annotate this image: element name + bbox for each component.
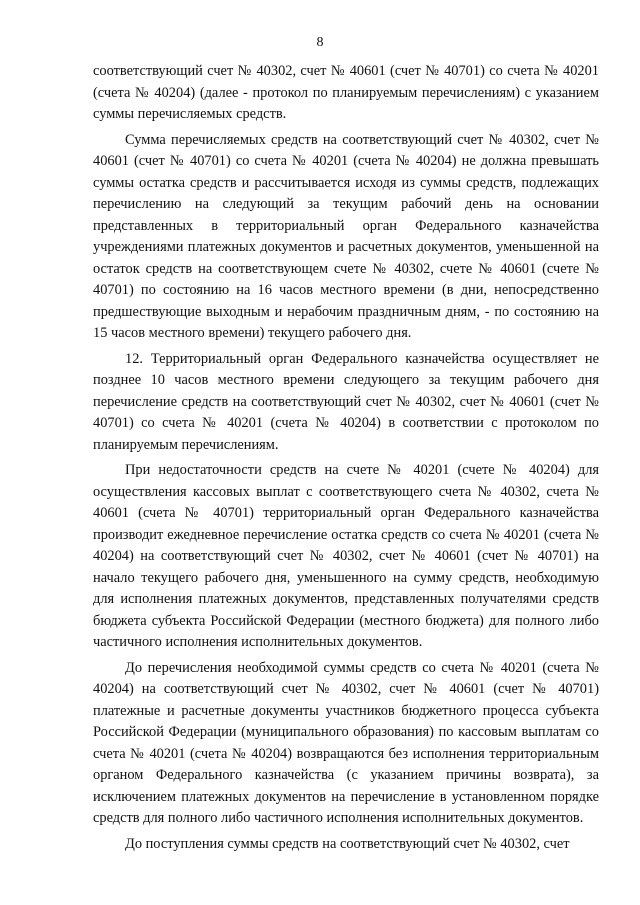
paragraph-clause-12: 12. Территориальный орган Федерального казначейства осуществляет не позднее 10 часов местного времени следующего за текущим рабочего дня перечисление средств на соответствующий счет № 40302, счет № 40601 (счет № 40701) со счета № 40201 (счета № 40204) в соответствии с протоколом по планируемым перечислениям. (93, 350, 599, 453)
paragraph-before-receipt: До поступления суммы средств на соответствующий счет № 40302, счет (125, 835, 570, 852)
paragraph-continuation: соответствующий счет № 40302, счет № 40601 (счет № 40701) со счета № 40201 (счета № 40204) (далее - протокол по планируемым перечислениям) с указанием суммы перечисляемых средств. (93, 63, 599, 122)
paragraph-insufficient-funds: При недостаточности средств на счете № 40201 (счете № 40204) для осуществления кассовых выплат с соответствующего счета № 40302, счета № 40601 (счета № 40701) территориальный орган Федерального казначейства производит ежедневное перечисление остатка средств со счета № 40201 (счета № 40204) на соответствующий счет № 40302, счет № 40601 (счет № 40701) на начало текущего рабочего дня, уменьшенного на сумму средств, необходимую для исполнения платежных документов, представленных получателями средств бюджета субъекта Российской Федерации (местного бюджета) для полного либо частичного исполнения исполнительных документов. (93, 462, 599, 650)
paragraph-transfer-amount: Сумма перечисляемых средств на соответствующий счет № 40302, счет № 40601 (счет № 40701) со счета № 40201 (счета № 40204) не должна превышать суммы остатка средств и рассчитывается исходя из суммы средств, подлежащих перечислению на следующий за текущим рабочий день на основании представленных в территориальный орган Федерального казначейства учреждениями платежных документов и расчетных документов, уменьшенной на остаток средств на соответствующем счете № 40302, счете № 40601 (счете № 40701) по состоянию на 16 часов местного времени (в дни, непосредственно предшествующие выходным и нерабочим праздничным дням, - по состоянию на 15 часов местного времени) текущего рабочего дня. (93, 131, 599, 341)
paragraph-before-transfer: До перечисления необходимой суммы средств со счета № 40201 (счета № 40204) на соответствующий счет № 40302, счет № 40601 (счет № 40701) платежные и расчетные документы участников бюджетного процесса субъекта Российской Федерации (муниципального образования) по кассовым выплатам со счета № 40201 (счета № 40204) возвращаются без исполнения территориальным органом Федерального казначейства (с указанием причины возврата), за исключением платежных документов на перечисление в установленном порядке средств для полного либо частичного исполнения исполнительных документов. (93, 659, 599, 826)
document-body (93, 61, 599, 855)
page-number: 8 (316, 35, 324, 50)
